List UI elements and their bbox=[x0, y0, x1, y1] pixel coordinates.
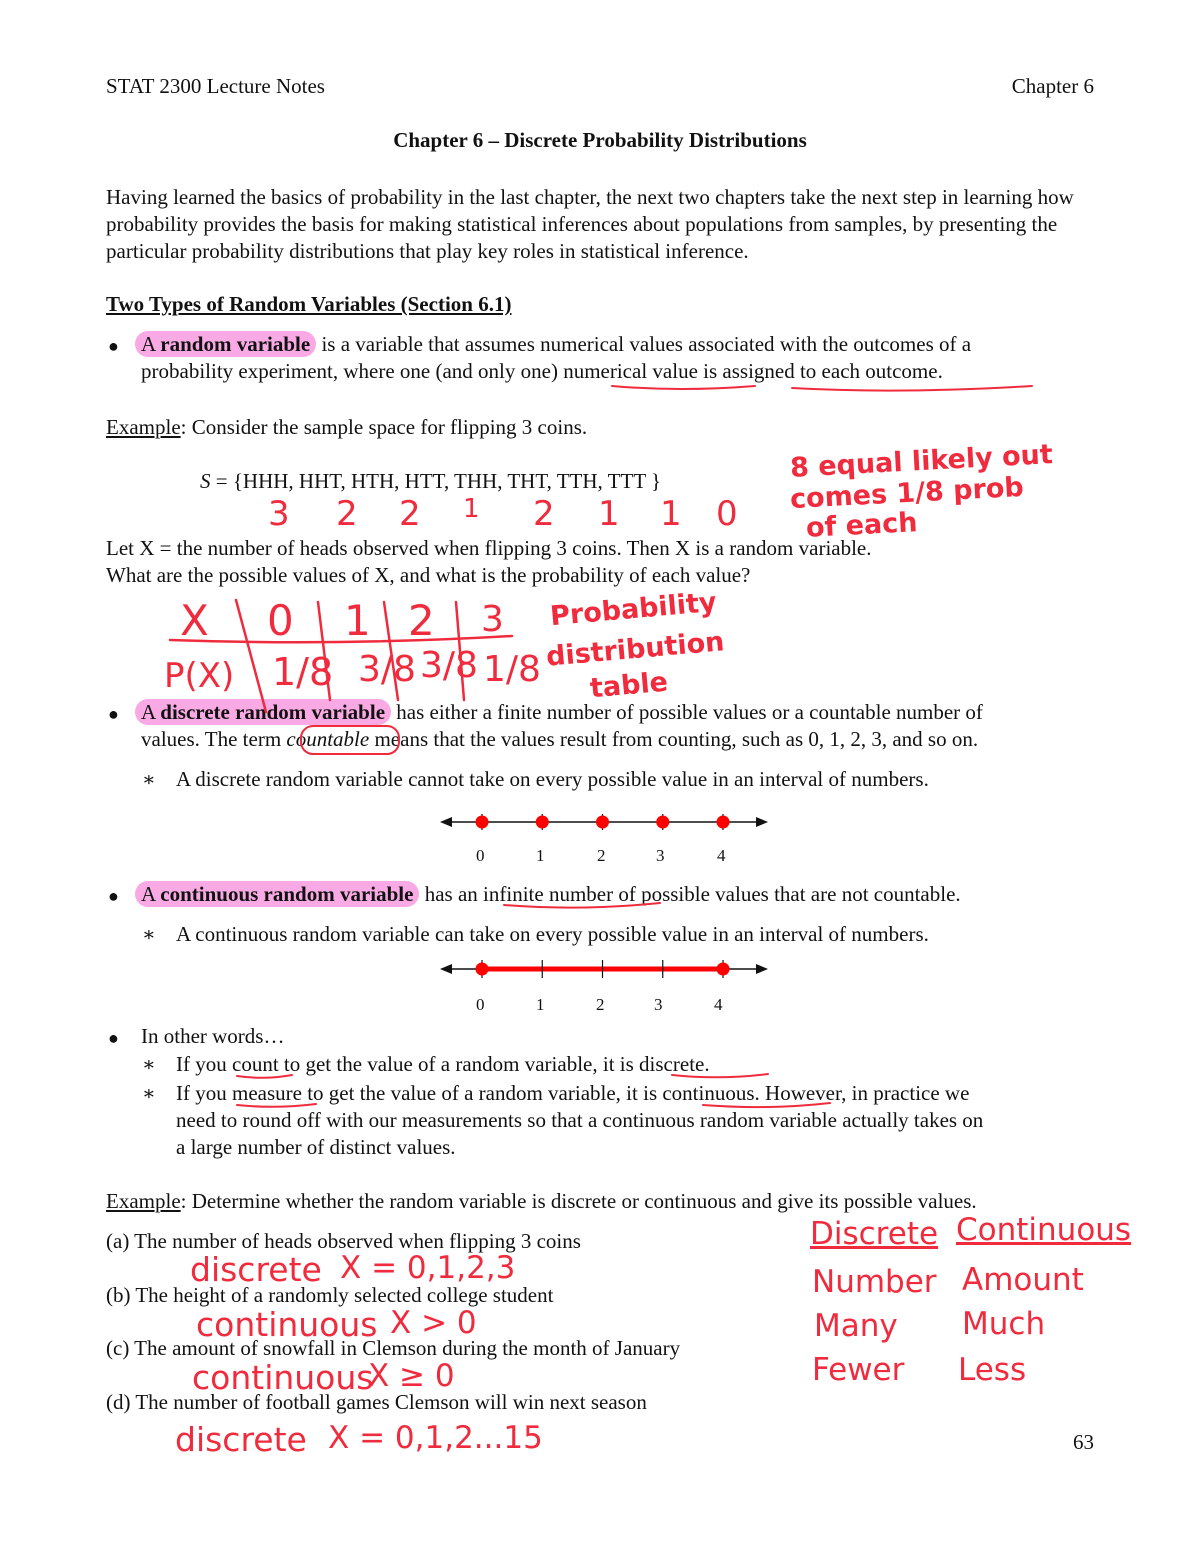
table-vline-4 bbox=[456, 602, 464, 700]
count-subpoint: If you count to get the value of a random variable, it is discrete. bbox=[176, 1052, 710, 1076]
continuous-number-line bbox=[440, 960, 768, 978]
hw-compare-header-continuous: Continuous bbox=[956, 1212, 1132, 1248]
measure-subpoint-line2: need to round off with our measurements so that a continuous random variable actually takes on bbox=[176, 1108, 984, 1132]
page-title: Chapter 6 – Discrete Probability Distributions bbox=[393, 128, 807, 152]
cl-tick-2: 2 bbox=[596, 995, 605, 1014]
circle-countable bbox=[301, 726, 399, 754]
hw-compare-fewer: Fewer bbox=[812, 1352, 905, 1388]
dl-tick-0: 0 bbox=[476, 846, 485, 865]
example2-item-b: (b) The height of a randomly selected college student bbox=[106, 1283, 554, 1307]
underline-infinite-number bbox=[504, 903, 660, 908]
continuous-endpoint-dot bbox=[717, 963, 730, 976]
hw-compare-amount: Amount bbox=[962, 1262, 1084, 1298]
hw-count-thh: 2 bbox=[533, 494, 555, 534]
hw-answer-b-values: X > 0 bbox=[390, 1305, 477, 1341]
highlight-continuous-random-variable: A continuous random variable bbox=[135, 881, 419, 907]
hw-answer-a-type: discrete bbox=[190, 1250, 322, 1289]
continuous-endpoint-dot bbox=[476, 963, 489, 976]
bullet-random-variable-line1: A random variable is a variable that assumes numerical values associated with the outcomes of a bbox=[141, 332, 971, 357]
hw-compare-much: Much bbox=[962, 1306, 1046, 1342]
underline-measure bbox=[237, 1104, 316, 1107]
table-vline-1 bbox=[236, 600, 266, 712]
example2-item-d: (d) The number of football games Clemson will win next season bbox=[106, 1390, 647, 1414]
cl-tick-3: 3 bbox=[654, 995, 663, 1014]
hw-count-hht: 2 bbox=[336, 494, 358, 534]
bullet-dot-3: ● bbox=[108, 886, 119, 906]
hw-table-p3: 1/8 bbox=[483, 649, 541, 690]
hw-compare-number: Number bbox=[812, 1264, 937, 1300]
hw-answer-b-type: continuous bbox=[196, 1305, 378, 1344]
bullet-other-words: In other words… bbox=[141, 1024, 285, 1048]
underline-is-continuous bbox=[703, 1103, 830, 1107]
hw-table-x2: 2 bbox=[408, 596, 435, 645]
intro-paragraph: Having learned the basics of probability in the last chapter, the next two chapters take the next step in learning how probability provides the basis for making statistical inferences about populations from samples, by presenting the particular probability distributions that play key roles in statistical inference. bbox=[106, 185, 1074, 263]
header-course: STAT 2300 Lecture Notes bbox=[106, 74, 325, 98]
hw-table-x0: 0 bbox=[267, 596, 294, 645]
example2-item-c: (c) The amount of snowfall in Clemson during the month of January bbox=[106, 1336, 681, 1360]
sub-star-4: ∗ bbox=[142, 1083, 156, 1105]
hw-count-tht: 1 bbox=[598, 494, 620, 534]
underline-numerical-value bbox=[612, 386, 755, 389]
table-vline-3 bbox=[384, 602, 398, 700]
highlight-discrete-random-variable: A discrete random variable bbox=[135, 699, 391, 725]
hw-count-hth: 2 bbox=[399, 494, 421, 534]
dl-tick-3: 3 bbox=[656, 846, 665, 865]
cl-tick-4: 4 bbox=[714, 995, 723, 1014]
bullet-random-variable-line2: probability experiment, where one (and only one) numerical value is assigned to each outcome. bbox=[141, 359, 943, 383]
hw-answer-d-values: X = 0,1,2...15 bbox=[328, 1420, 543, 1456]
sample-space: S = {HHH, HHT, HTH, HTT, THH, THT, TTH, TTT } bbox=[200, 469, 662, 493]
measure-subpoint-line1: If you measure to get the value of a random variable, it is continuous. However, in practice we bbox=[176, 1081, 970, 1105]
section-heading: Two Types of Random Variables (Section 6.1) bbox=[106, 292, 512, 316]
example1-let: Let X = the number of heads observed when flipping 3 coins. Then X is a random variable. bbox=[106, 536, 872, 560]
dl-tick-2: 2 bbox=[597, 846, 606, 865]
hw-note-line2: comes 1/8 prob bbox=[789, 471, 1025, 516]
hw-compare-less: Less bbox=[958, 1352, 1027, 1388]
discrete-value-dot bbox=[476, 816, 489, 829]
header-chapter: Chapter 6 bbox=[1011, 74, 1094, 98]
bullet-discrete-line1: A discrete random variable has either a finite number of possible values or a countable number of bbox=[141, 700, 983, 725]
highlight-random-variable: A random variable bbox=[135, 331, 316, 357]
hw-table-p1: 3/8 bbox=[358, 649, 416, 690]
discrete-value-dot bbox=[656, 816, 669, 829]
table-vline-2 bbox=[318, 602, 330, 700]
underline-assigned-each-outcome bbox=[792, 386, 1032, 391]
hw-answer-c-type: continuous bbox=[192, 1358, 374, 1397]
hw-note-line1: 8 equal likely out bbox=[789, 439, 1054, 484]
hw-count-ttt: 0 bbox=[716, 494, 738, 534]
handwritten-table-grid bbox=[170, 600, 512, 712]
bullet-discrete-line2: values. The term countable means that the values result from counting, such as 0, 1, 2, 3, and so on. bbox=[141, 727, 979, 751]
discrete-number-line bbox=[440, 814, 768, 830]
measure-subpoint-line3: a large number of distinct values. bbox=[176, 1135, 456, 1159]
table-hline bbox=[170, 636, 512, 642]
cl-tick-1: 1 bbox=[536, 995, 545, 1014]
dl-tick-4: 4 bbox=[717, 846, 726, 865]
bullet-dot-2: ● bbox=[108, 704, 119, 724]
hw-table-note-3: table bbox=[588, 666, 670, 705]
sub-star-1: ∗ bbox=[142, 769, 156, 791]
hw-table-x1: 1 bbox=[344, 596, 371, 645]
hw-answer-c-values: X ≥ 0 bbox=[368, 1358, 455, 1394]
example1-intro: Example: Consider the sample space for flipping 3 coins. bbox=[106, 415, 588, 439]
hw-table-note-1: Probability bbox=[548, 586, 718, 633]
discrete-subpoint: A discrete random variable cannot take on every possible value in an interval of numbers. bbox=[176, 767, 929, 791]
bullet-dot-4: ● bbox=[108, 1028, 119, 1048]
hw-table-px: P(X) bbox=[164, 656, 235, 696]
discrete-value-dot bbox=[596, 816, 609, 829]
dl-tick-1: 1 bbox=[536, 846, 545, 865]
hw-table-x3: 3 bbox=[481, 599, 504, 640]
sub-star-3: ∗ bbox=[142, 1054, 156, 1076]
hw-note-line3: of each bbox=[805, 507, 919, 544]
example1-question: What are the possible values of X, and what is the probability of each value? bbox=[106, 563, 751, 587]
sub-star-2: ∗ bbox=[142, 924, 156, 946]
bullet-dot-1: ● bbox=[108, 336, 119, 356]
hw-count-htt: 1 bbox=[463, 494, 480, 524]
hw-compare-many: Many bbox=[814, 1308, 898, 1344]
discrete-value-dot bbox=[717, 816, 730, 829]
page-number: 63 bbox=[1073, 1430, 1094, 1454]
hw-table-p0: 1/8 bbox=[272, 650, 334, 694]
hw-count-tth: 1 bbox=[660, 494, 682, 534]
hw-table-p2: 3/8 bbox=[420, 645, 478, 686]
hw-answer-a-values: X = 0,1,2,3 bbox=[340, 1250, 516, 1286]
underline-is-discrete bbox=[672, 1074, 768, 1077]
example2-item-a: (a) The number of heads observed when flipping 3 coins bbox=[106, 1229, 581, 1253]
word-countable: countable bbox=[286, 727, 370, 751]
hw-table-x: X bbox=[180, 596, 209, 645]
underline-count bbox=[237, 1075, 292, 1078]
hw-count-hhh: 3 bbox=[268, 494, 290, 534]
hw-table-note-2: distribution bbox=[544, 626, 726, 673]
discrete-value-dot bbox=[536, 816, 549, 829]
handwritten-underlines bbox=[237, 386, 1032, 1107]
bullet-continuous-line1: A continuous random variable has an infinite number of possible values that are not countable. bbox=[141, 882, 961, 907]
continuous-subpoint: A continuous random variable can take on every possible value in an interval of numbers. bbox=[176, 922, 929, 946]
hw-answer-d-type: discrete bbox=[175, 1420, 307, 1459]
cl-tick-0: 0 bbox=[476, 995, 485, 1014]
hw-compare-header-discrete: Discrete bbox=[810, 1216, 939, 1252]
example2-intro: Example: Determine whether the random variable is discrete or continuous and give its possible values. bbox=[106, 1189, 977, 1213]
